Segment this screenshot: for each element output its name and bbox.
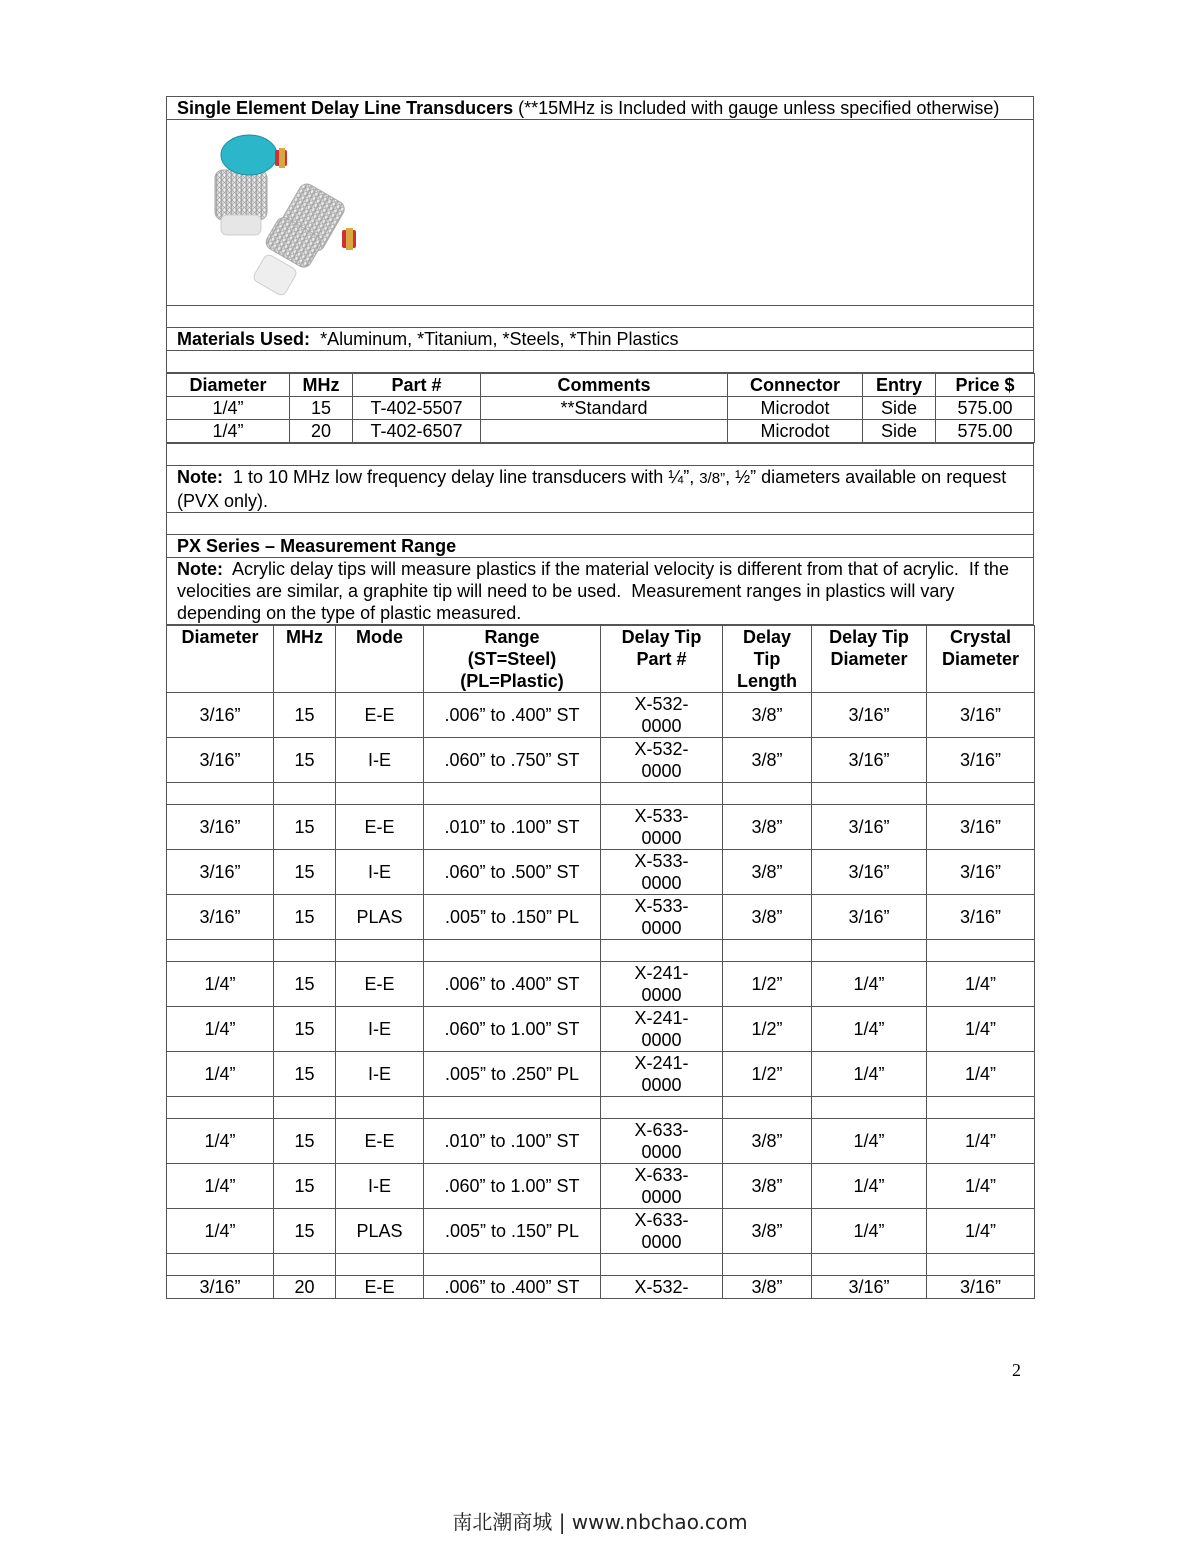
- cell: 1/4”: [167, 397, 290, 420]
- cell: 3/16”: [927, 805, 1035, 850]
- note-text-small: 3/8”: [699, 470, 726, 487]
- blank-row: [167, 444, 1034, 466]
- section-title: Single Element Delay Line Transducers: [177, 98, 514, 118]
- cell: 3/16”: [812, 850, 927, 895]
- cell: [723, 940, 812, 962]
- cell: .006” to .400” ST: [424, 1276, 601, 1299]
- cell: 3/16”: [812, 1276, 927, 1299]
- cell: 15: [274, 805, 336, 850]
- col-header: [723, 626, 812, 693]
- cell: 3/16”: [167, 895, 274, 940]
- note-label: Note:: [177, 467, 223, 487]
- table-row: [167, 1052, 1035, 1097]
- cell: .006” to .400” ST: [424, 962, 601, 1007]
- cell: 3/16”: [167, 1276, 274, 1299]
- cell: .060” to .500” ST: [424, 850, 601, 895]
- table-row: [167, 1007, 1035, 1052]
- cell: 3/16”: [167, 738, 274, 783]
- section-title-cell: [167, 97, 1034, 120]
- cell: [723, 783, 812, 805]
- cell: [601, 783, 723, 805]
- cell: X-633- 0000: [601, 1119, 723, 1164]
- table-row: [167, 693, 1035, 738]
- cell: [274, 940, 336, 962]
- cell: [336, 940, 424, 962]
- note-text: , ½” diameters available on request (PVX only).: [177, 467, 1007, 511]
- cell: 3/8”: [723, 1164, 812, 1209]
- col-header: Entry: [863, 374, 936, 397]
- cell: 1/4”: [812, 1164, 927, 1209]
- note-text: 1 to 10 MHz low frequency delay line transducers with ¼”,: [223, 467, 700, 487]
- cell: 3/8”: [723, 850, 812, 895]
- px-series-table: [166, 625, 1035, 1299]
- spacer-row: [167, 1254, 1035, 1276]
- col-header-line: Diameter: [830, 649, 908, 669]
- materials-row: [167, 328, 1034, 351]
- cell: 575.00: [936, 397, 1035, 420]
- footer-watermark: 南北潮商城 | www.nbchao.com: [452, 1510, 748, 1534]
- transducer-1: [215, 135, 287, 235]
- blank-row: [167, 351, 1034, 373]
- px-series-note: [167, 558, 1034, 625]
- cell: **Standard: [481, 397, 728, 420]
- cell: [601, 940, 723, 962]
- cell: Side: [863, 420, 936, 443]
- cell: [812, 1097, 927, 1119]
- cell: 1/4”: [812, 962, 927, 1007]
- materials-label: Materials Used:: [177, 329, 311, 349]
- cell: [274, 1254, 336, 1276]
- cell: 15: [274, 738, 336, 783]
- transducer-product-image: [177, 120, 377, 300]
- cell: 1/4”: [927, 962, 1035, 1007]
- cell: E-E: [336, 805, 424, 850]
- document-page: [166, 96, 1034, 1299]
- transducer-2: [252, 181, 356, 297]
- px-table-header: [167, 626, 1035, 693]
- cell: E-E: [336, 1276, 424, 1299]
- cell: Microdot: [728, 397, 863, 420]
- cell: 3/8”: [723, 1276, 812, 1299]
- cell: T-402-5507: [353, 397, 481, 420]
- col-header-line: Delay Tip: [621, 627, 702, 647]
- cell: .060” to .750” ST: [424, 738, 601, 783]
- table-row: [167, 895, 1035, 940]
- cell: 1/4”: [167, 1052, 274, 1097]
- cell: [274, 783, 336, 805]
- cell: [424, 1254, 601, 1276]
- cell: X-241- 0000: [601, 1007, 723, 1052]
- cell: 1/2”: [723, 1052, 812, 1097]
- col-header: [424, 626, 601, 693]
- cell: [424, 1097, 601, 1119]
- section-subtitle: (**15MHz is Included with gauge unless specified otherwise): [513, 98, 1000, 118]
- cell: I-E: [336, 738, 424, 783]
- cell: 15: [274, 1164, 336, 1209]
- cell: I-E: [336, 1164, 424, 1209]
- cell: 3/16”: [927, 895, 1035, 940]
- cell: 3/8”: [723, 738, 812, 783]
- cell: 1/4”: [167, 1119, 274, 1164]
- cell: [167, 1254, 274, 1276]
- cell: 1/4”: [927, 1052, 1035, 1097]
- cell: [601, 1254, 723, 1276]
- col-header: [274, 626, 336, 693]
- col-header: [336, 626, 424, 693]
- cell: I-E: [336, 1052, 424, 1097]
- cell: X-533- 0000: [601, 850, 723, 895]
- cell: .005” to .250” PL: [424, 1052, 601, 1097]
- cell: [336, 1097, 424, 1119]
- cell: 3/8”: [723, 1119, 812, 1164]
- cell: X-533- 0000: [601, 895, 723, 940]
- col-header-line: MHz: [286, 627, 323, 647]
- cell: PLAS: [336, 1209, 424, 1254]
- cell: PLAS: [336, 895, 424, 940]
- cell: [812, 783, 927, 805]
- cell: 3/16”: [927, 738, 1035, 783]
- cell: 1/4”: [927, 1209, 1035, 1254]
- cell: Side: [863, 397, 936, 420]
- cell: 1/4”: [927, 1007, 1035, 1052]
- materials-value: *Aluminum, *Titanium, *Steels, *Thin Plastics: [310, 329, 679, 349]
- cell: 3/16”: [812, 805, 927, 850]
- cell: [167, 1097, 274, 1119]
- cell: [927, 783, 1035, 805]
- table-row: [167, 1276, 1035, 1299]
- cell: 20: [290, 420, 353, 443]
- cell: 3/16”: [167, 805, 274, 850]
- col-header-line: Crystal: [949, 627, 1012, 647]
- cell: 3/16”: [812, 895, 927, 940]
- table-row: [167, 420, 1035, 443]
- table-row: [167, 738, 1035, 783]
- cell: [424, 940, 601, 962]
- cell: 3/8”: [723, 1209, 812, 1254]
- cell: [167, 940, 274, 962]
- cell: 1/4”: [812, 1052, 927, 1097]
- cell: 1/4”: [812, 1007, 927, 1052]
- cell: [812, 940, 927, 962]
- cell: 1/4”: [812, 1209, 927, 1254]
- cell: E-E: [336, 962, 424, 1007]
- col-header: MHz: [290, 374, 353, 397]
- cell: 1/4”: [167, 420, 290, 443]
- cell: 15: [274, 850, 336, 895]
- cell: 1/2”: [723, 1007, 812, 1052]
- table-row: [167, 850, 1035, 895]
- spacer-row: [167, 1097, 1035, 1119]
- col-header-line: Delay: [742, 627, 792, 647]
- cell: .006” to .400” ST: [424, 693, 601, 738]
- cell: 1/4”: [167, 962, 274, 1007]
- cell: 3/16”: [927, 850, 1035, 895]
- cell: 15: [274, 895, 336, 940]
- cell: 15: [274, 1209, 336, 1254]
- col-header-line: (PL=Plastic): [460, 671, 564, 691]
- table-row: [167, 397, 1035, 420]
- cell: X-633- 0000: [601, 1164, 723, 1209]
- cell: .060” to 1.00” ST: [424, 1164, 601, 1209]
- cell: 1/4”: [167, 1209, 274, 1254]
- cell: X-241- 0000: [601, 1052, 723, 1097]
- product-image-cell: [167, 120, 1034, 306]
- cell: I-E: [336, 850, 424, 895]
- note-low-frequency: [167, 466, 1034, 513]
- cell: [927, 1097, 1035, 1119]
- cell: X-241- 0000: [601, 962, 723, 1007]
- table-row: [167, 805, 1035, 850]
- cell: T-402-6507: [353, 420, 481, 443]
- cell: .010” to .100” ST: [424, 805, 601, 850]
- table-row: [167, 1164, 1035, 1209]
- cell: X-532-: [601, 1276, 723, 1299]
- table-row: [167, 1119, 1035, 1164]
- cell: 3/16”: [167, 693, 274, 738]
- px-series-title: PX Series – Measurement Range: [167, 535, 1034, 558]
- col-header: [167, 626, 274, 693]
- cell: [927, 1254, 1035, 1276]
- col-header: [601, 626, 723, 693]
- table-row: [167, 1209, 1035, 1254]
- note-label: Note:: [177, 559, 223, 579]
- cell: 1/4”: [167, 1164, 274, 1209]
- cell: [723, 1254, 812, 1276]
- cell: [167, 783, 274, 805]
- cell: X-532- 0000: [601, 693, 723, 738]
- cell: [274, 1097, 336, 1119]
- cell: 3/16”: [167, 850, 274, 895]
- cell: [723, 1097, 812, 1119]
- cell: 20: [274, 1276, 336, 1299]
- col-header: [812, 626, 927, 693]
- cell: 15: [274, 1119, 336, 1164]
- notes-table: [166, 443, 1034, 625]
- intro-table: [166, 96, 1034, 373]
- cell: E-E: [336, 1119, 424, 1164]
- cell: 1/4”: [167, 1007, 274, 1052]
- col-header: Part #: [353, 374, 481, 397]
- cell: [601, 1097, 723, 1119]
- cell: 575.00: [936, 420, 1035, 443]
- cell: .010” to .100” ST: [424, 1119, 601, 1164]
- blank-row: [167, 306, 1034, 328]
- cell: I-E: [336, 1007, 424, 1052]
- col-header-line: Diameter: [181, 627, 259, 647]
- transducer-table-header: [167, 374, 1035, 397]
- blank-row: [167, 513, 1034, 535]
- cell: 3/16”: [812, 693, 927, 738]
- col-header: Price $: [936, 374, 1035, 397]
- cell: Microdot: [728, 420, 863, 443]
- cell: 3/16”: [812, 738, 927, 783]
- cell: 15: [290, 397, 353, 420]
- col-header: Diameter: [167, 374, 290, 397]
- col-header-line: Range: [484, 627, 540, 647]
- cell: E-E: [336, 693, 424, 738]
- spacer-row: [167, 940, 1035, 962]
- cell: .060” to 1.00” ST: [424, 1007, 601, 1052]
- cell: [481, 420, 728, 443]
- cell: 3/16”: [927, 1276, 1035, 1299]
- cell: 15: [274, 962, 336, 1007]
- cell: X-533- 0000: [601, 805, 723, 850]
- cell: 3/16”: [927, 693, 1035, 738]
- transducer-table: [166, 373, 1035, 443]
- spacer-row: [167, 783, 1035, 805]
- cell: 3/8”: [723, 693, 812, 738]
- col-header: Comments: [481, 374, 728, 397]
- cell: .005” to .150” PL: [424, 895, 601, 940]
- page-number: 2: [1012, 1360, 1021, 1380]
- cell: 3/8”: [723, 895, 812, 940]
- note-text: Acrylic delay tips will measure plastics if the material velocity is different from that of acrylic. If the velocities are similar, a graphite tip will need to be used. Measurement ranges in plastics will vary depending on the type of plastic measured.: [177, 559, 1014, 623]
- cell: 3/8”: [723, 805, 812, 850]
- col-header-line: Length: [737, 671, 797, 691]
- cell: 15: [274, 1052, 336, 1097]
- cell: [812, 1254, 927, 1276]
- cell: 1/4”: [927, 1119, 1035, 1164]
- col-header-line: (ST=Steel): [467, 649, 557, 669]
- col-header-line: Tip: [753, 649, 781, 669]
- cell: [927, 940, 1035, 962]
- cell: X-633- 0000: [601, 1209, 723, 1254]
- col-header-line: Diameter: [941, 649, 1020, 669]
- cell: 15: [274, 693, 336, 738]
- cell: 15: [274, 1007, 336, 1052]
- col-header-line: Part #: [636, 649, 687, 669]
- col-header: [927, 626, 1035, 693]
- col-header-line: Delay Tip: [829, 627, 909, 647]
- cell: [336, 1254, 424, 1276]
- cell: 1/4”: [812, 1119, 927, 1164]
- cell: 1/4”: [927, 1164, 1035, 1209]
- cell: X-532- 0000: [601, 738, 723, 783]
- col-header: Connector: [728, 374, 863, 397]
- cell: [336, 783, 424, 805]
- table-row: [167, 962, 1035, 1007]
- cell: 1/2”: [723, 962, 812, 1007]
- cell: .005” to .150” PL: [424, 1209, 601, 1254]
- col-header-line: Mode: [356, 627, 403, 647]
- cell: [424, 783, 601, 805]
